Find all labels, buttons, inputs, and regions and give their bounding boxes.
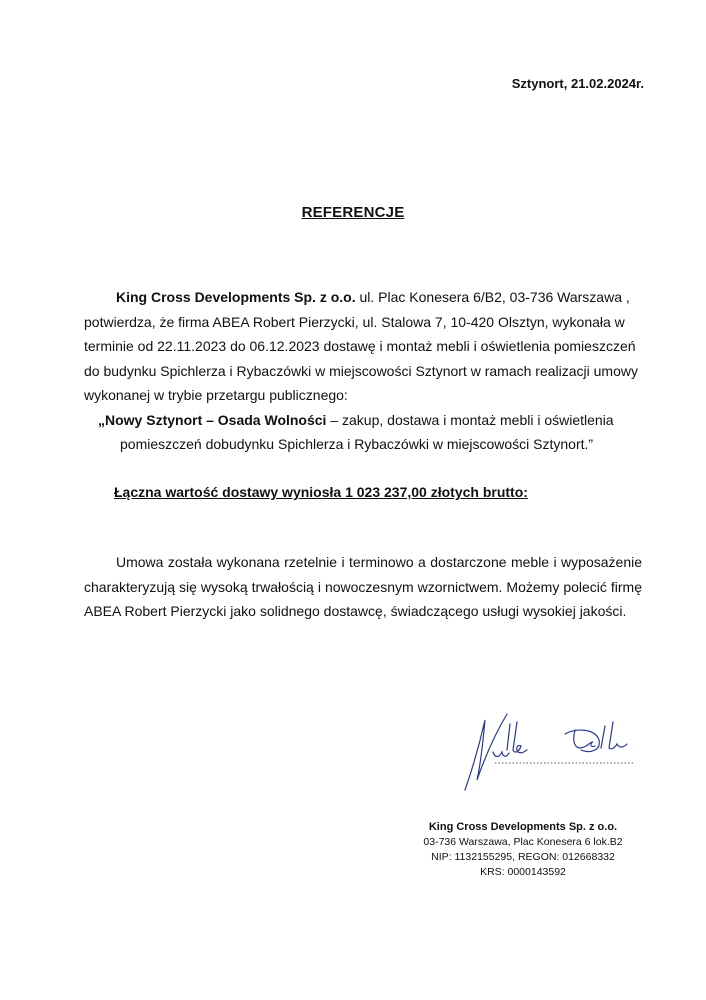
closing-paragraph: Umowa została wykonana rzetelnie i terminowo a dostarczone meble i wyposażenie charakteryzują się wysoką trwałością i nowoczesnym wzornictwem. Możemy polecić firmę ABEA Robert Pierzycki jako solidnego dostawcę, świadczącego usługi wysokiej jakości. [84,554,642,619]
signature [455,712,665,797]
company-name: King Cross Developments Sp. z o.o. [116,289,356,305]
document-date: Sztynort, 21.02.2024r. [511,76,644,91]
signature-icon [455,712,665,797]
total-value: Łączna wartość dostawy wyniosła 1 023 237,00 złotych brutto: [114,484,528,500]
document-title: REFERENCJE [301,204,405,221]
intro-paragraph: King Cross Developments Sp. z o.o. ul. Plac Konesera 6/B2, 03-736 Warszawa , potwierdza, że firma ABEA Robert Pierzycki, ul. Stalowa 7, 10-420 Olsztyn, wykonała w terminie od 22.11.2023 do 06.12.2023 dostawę i montaż mebli i oświetlenia pomieszczeń do budynku Spichlerza i Rybaczówki w miejscowości Sztynort w ramach realizacji umowy wykonanej w trybie przetargu publicznego: [84,289,638,403]
contract-title-quote: „Nowy Sztynort – Osada Wolności – zakup, dostawa i montaż mebli i oświetlenia pomieszczeń dobudynku Spichlerza i Rybaczówki w miejscowości Sztynort.” [98,412,614,452]
company-stamp: King Cross Developments Sp. z o.o. 03-736 Warszawa, Plac Konesera 6 lok.B2 NIP: 1132155295, REGON: 012668332 KRS: 0000143592 [423,821,623,878]
